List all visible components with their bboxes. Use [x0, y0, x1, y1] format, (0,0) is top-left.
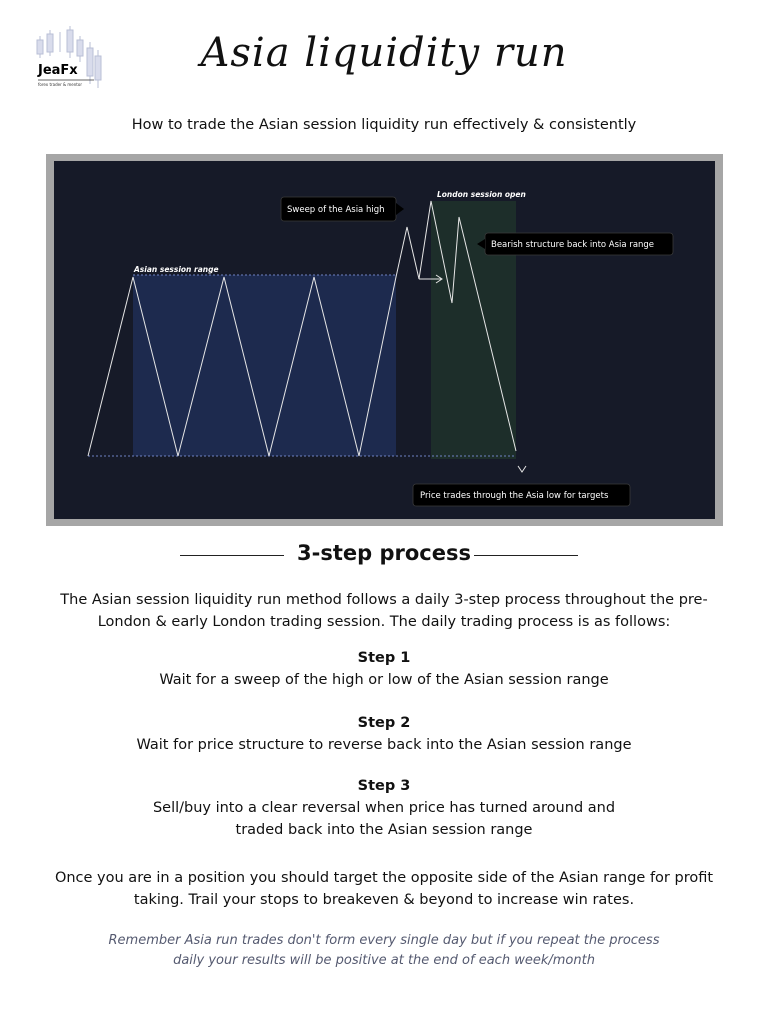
logo-brand-name: JeaFx	[38, 63, 78, 78]
targets-callout	[413, 484, 630, 506]
bearish-callout-text: Bearish structure back into Asia range	[491, 240, 655, 250]
step-3	[0, 775, 768, 841]
targets-callout-text: Price trades through the Asia low for targets	[420, 491, 609, 501]
step-text: traded back into the Asian session range	[235, 822, 533, 838]
logo-tagline: forex trader & mentor	[38, 82, 82, 87]
step-title: Step 3	[357, 778, 411, 794]
sweep-callout-text: Sweep of the Asia high	[287, 205, 385, 215]
asian-range-label: Asian session range	[134, 265, 219, 274]
asian-range-zone	[133, 275, 396, 456]
closing-paragraph: Once you are in a position you should target the opposite side of the Asian range for profit taking. Trail your stops to breakeven & beyond to increase win rates.	[54, 870, 714, 908]
step-title: Step 1	[357, 650, 411, 666]
step-title: Step 2	[357, 715, 411, 731]
section-heading-label: 3-step process	[297, 541, 471, 565]
sweep-callout	[281, 197, 404, 221]
step-text: Wait for a sweep of the high or low of the Asian session range	[159, 672, 609, 688]
reminder-note: Remember Asia run trades don't form every single day but if you repeat the process daily your results will be positive at the end of each week/month	[108, 933, 660, 968]
page-title: Asia liquidity run	[200, 30, 568, 76]
asia-run-diagram	[46, 154, 723, 526]
intro-paragraph: The Asian session liquidity run method follows a daily 3-step process throughout the pre-London & early London trading session. The daily trading process is as follows:	[60, 592, 708, 630]
bearish-callout	[477, 233, 673, 255]
section-heading	[0, 540, 768, 570]
price-diagram-svg	[54, 161, 715, 519]
step-2	[0, 712, 768, 756]
page-subtitle: How to trade the Asian session liquidity run effectively & consistently	[131, 117, 637, 133]
london-open-label: London session open	[437, 190, 526, 199]
step-text: Sell/buy into a clear reversal when price has turned around and	[152, 800, 616, 816]
step-text: Wait for price structure to reverse back into the Asian session range	[136, 737, 632, 753]
step-1	[0, 647, 768, 691]
